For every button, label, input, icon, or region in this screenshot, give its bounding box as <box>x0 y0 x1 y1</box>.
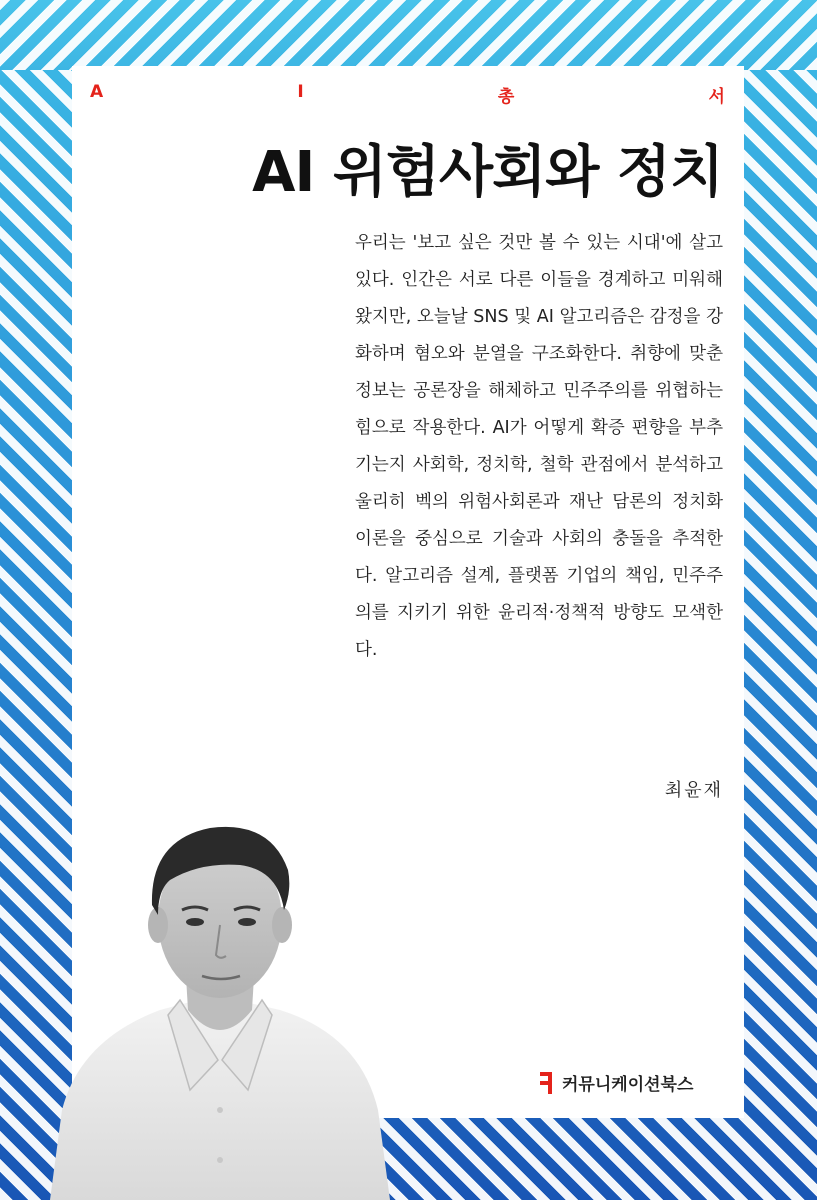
publisher-block <box>540 1070 693 1095</box>
author-photo-icon <box>40 810 400 1200</box>
book-description: 우리는 '보고 싶은 것만 볼 수 있는 시대'에 살고 있다. 인간은 서로 다른 이들을 경계하고 미워해 왔지만, 오늘날 SNS 및 AI 알고리즘은 감정을 강화하며 혐오와 분열을 구조화한다. 취향에 맞춘 정보는 공론장을 해체하고 민주주의를 위협하는 힘으로 작용한다. AI가 어떻게 확증 편향을 부추기는지 사회학, 정치학, 철학 관점에서 분석하고 울리히 벡의 위험사회론과 재난 담론의 정치화 이론을 중심으로 기술과 사회의 충돌을 추적한다. 알고리즘 설계, 플랫폼 기업의 책임, 민주주의를 지키기 위한 윤리적·정책적 방향도 모색한다. <box>355 233 723 660</box>
series-letter: 총 <box>497 87 515 107</box>
series-letter: A <box>90 82 104 102</box>
publisher-logo-icon <box>540 1072 556 1094</box>
series-label <box>90 82 725 107</box>
series-letter: 서 <box>708 87 725 107</box>
author-name: 최윤재 <box>664 780 723 801</box>
publisher-name: 커뮤니케이션북스 <box>562 1075 694 1095</box>
book-title: AI 위험사회와 정치 <box>252 140 723 205</box>
series-letter: I <box>297 82 304 102</box>
striped-background-top <box>0 0 817 70</box>
